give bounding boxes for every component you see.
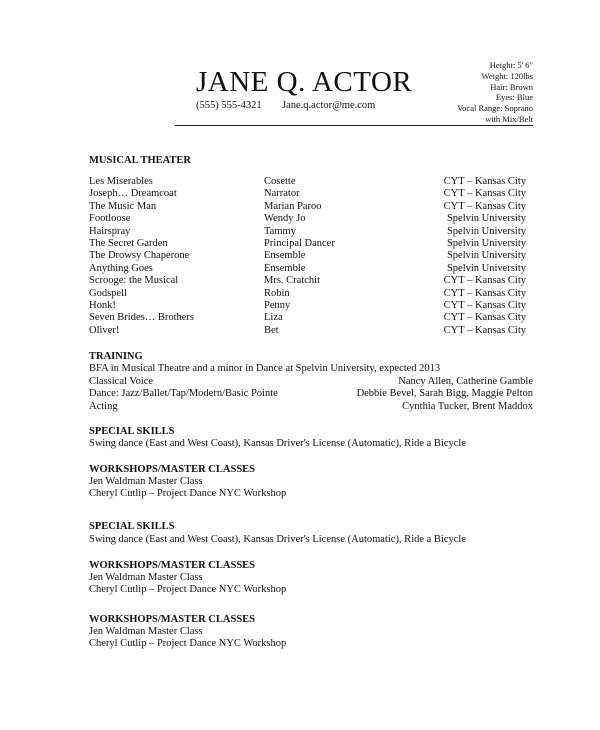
credit-show: Honk! xyxy=(89,299,116,311)
workshop-item: Cheryl Cutlip – Project Dance NYC Workshop xyxy=(89,638,287,649)
section-heading-workshops: WORKSHOPS/MASTER CLASSES xyxy=(89,464,256,475)
credit-role: Ensemble xyxy=(264,262,306,274)
credit-role: Ensemble xyxy=(264,250,306,262)
stat-vocal-range: Vocal Range: Soprano xyxy=(457,103,533,114)
stat-hair: Hair: Brown xyxy=(490,81,533,92)
credit-venue: CYT – Kansas City xyxy=(443,312,526,324)
credit-role: Robin xyxy=(264,287,290,299)
credit-show: Les Miserables xyxy=(89,176,153,187)
section-heading-musical-theater: MUSICAL THEATER xyxy=(89,155,192,166)
credit-show: Oliver! xyxy=(89,324,120,336)
credit-row xyxy=(89,213,526,225)
training-teachers: Debbie Bevel, Sarah Bigg, Maggie Pelton xyxy=(356,388,533,399)
credit-show: Anything Goes xyxy=(89,262,153,274)
credit-show: Scrooge: the Musical xyxy=(89,275,179,287)
physical-stats xyxy=(457,60,533,125)
credit-venue: CYT – Kansas City xyxy=(443,176,526,187)
credit-role: Liza xyxy=(264,312,283,324)
training-teachers: Cynthia Tucker, Brent Maddox xyxy=(402,401,533,412)
credit-row xyxy=(89,263,526,275)
workshop-item: Jen Waldman Master Class xyxy=(89,572,203,583)
credit-venue: Spelvin University xyxy=(446,250,526,262)
credit-row xyxy=(89,325,526,337)
stat-height: Height: 5' 6" xyxy=(489,60,533,70)
credit-row xyxy=(89,250,526,262)
credit-venue: Spelvin University xyxy=(446,225,526,237)
section-heading-special-skills: SPECIAL SKILLS xyxy=(89,521,175,532)
training-row xyxy=(89,401,533,413)
section-heading-training: TRAINING xyxy=(89,351,143,362)
training-subject: Acting xyxy=(89,401,118,412)
credit-role: Principal Dancer xyxy=(264,237,335,249)
phone-number: (555) 555-4321 xyxy=(196,100,262,111)
credit-role: Narrator xyxy=(264,188,300,200)
credit-venue: CYT – Kansas City xyxy=(443,299,526,311)
credit-venue: Spelvin University xyxy=(446,262,526,274)
credit-show: Hairspray xyxy=(89,225,131,237)
workshop-item: Jen Waldman Master Class xyxy=(89,626,203,637)
credit-role: Tammy xyxy=(264,225,296,237)
credit-venue: CYT – Kansas City xyxy=(443,200,526,212)
credit-row xyxy=(89,275,526,287)
workshop-item: Jen Waldman Master Class xyxy=(89,476,203,487)
credit-show: The Secret Garden xyxy=(89,237,168,249)
section-heading-special-skills: SPECIAL SKILLS xyxy=(89,426,175,437)
credit-show: Footloose xyxy=(89,213,131,225)
credit-row xyxy=(89,288,526,300)
credit-venue: CYT – Kansas City xyxy=(443,188,526,200)
credit-show: The Music Man xyxy=(89,200,157,212)
credit-row xyxy=(89,201,526,213)
stat-weight: Weight: 120lbs xyxy=(481,70,533,81)
actor-name: JANE Q. ACTOR xyxy=(196,66,413,98)
credit-venue: CYT – Kansas City xyxy=(443,287,526,299)
credit-show: The Drowsy Chaperone xyxy=(89,250,190,262)
stat-vocal-range-cont: with Mix/Belt xyxy=(485,113,533,124)
workshop-item: Cheryl Cutlip – Project Dance NYC Workshop xyxy=(89,488,287,499)
credit-role: Wendy Jo xyxy=(264,213,306,225)
training-subject: Classical Voice xyxy=(89,376,154,387)
training-degree: BFA in Musical Theatre and a minor in Dance at Spelvin University, expected 2013 xyxy=(89,363,441,374)
credit-row xyxy=(89,188,526,200)
credit-show: Seven Brides… Brothers xyxy=(89,312,194,324)
credit-venue: CYT – Kansas City xyxy=(443,275,526,287)
credit-row xyxy=(89,176,526,188)
credit-venue: Spelvin University xyxy=(446,213,526,225)
stat-eyes: Eyes: Blue xyxy=(495,92,533,103)
training-subject: Dance: Jazz/Ballet/Tap/Modern/Basic Pointe xyxy=(89,388,278,399)
credit-row xyxy=(89,238,526,250)
credit-show: Godspell xyxy=(89,287,127,299)
email-address: Jane.q.actor@me.com xyxy=(282,100,376,111)
header-divider xyxy=(175,125,533,126)
section-heading-workshops: WORKSHOPS/MASTER CLASSES xyxy=(89,560,256,571)
credit-role: Cosette xyxy=(264,176,296,187)
credit-row xyxy=(89,226,526,238)
training-row xyxy=(89,376,533,388)
special-skills-text: Swing dance (East and West Coast), Kansas Driver's License (Automatic), Ride a Bicycle xyxy=(89,438,466,449)
credit-row xyxy=(89,300,526,312)
credit-role: Bet xyxy=(264,324,279,336)
credit-venue: CYT – Kansas City xyxy=(443,324,526,336)
credit-role: Mrs. Cratchit xyxy=(264,275,320,287)
section-heading-workshops: WORKSHOPS/MASTER CLASSES xyxy=(89,614,256,625)
training-teachers: Nancy Allen, Catherine Gamble xyxy=(398,376,533,387)
workshop-item: Cheryl Cutlip – Project Dance NYC Workshop xyxy=(89,584,287,595)
credit-role: Marian Paroo xyxy=(264,200,322,212)
credits-list xyxy=(89,176,526,337)
credit-show: Joseph… Dreamcoat xyxy=(89,188,177,200)
credit-venue: Spelvin University xyxy=(446,237,526,249)
training-row xyxy=(89,388,533,400)
credit-row xyxy=(89,312,526,324)
special-skills-text: Swing dance (East and West Coast), Kansas Driver's License (Automatic), Ride a Bicycle xyxy=(89,534,466,545)
credit-role: Penny xyxy=(264,299,291,311)
